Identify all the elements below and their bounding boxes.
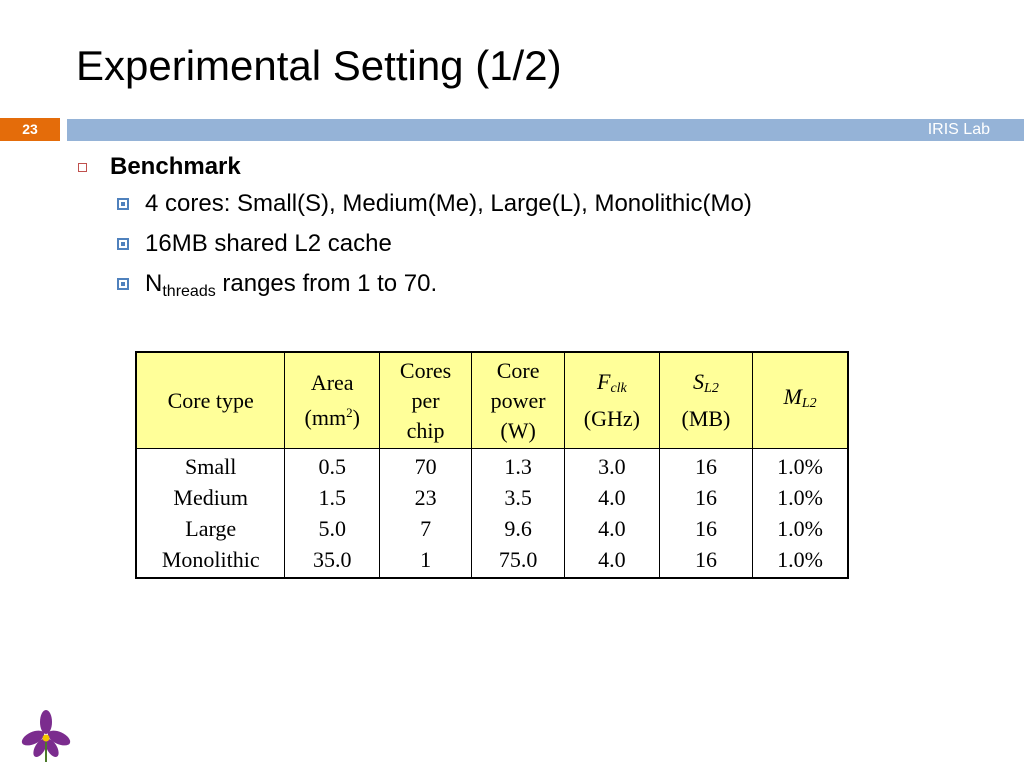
bullet-item (72, 224, 972, 264)
header-core-type: Core type (136, 352, 285, 449)
cell-core-type: Monolithic (136, 544, 285, 578)
cell-area: 1.5 (285, 482, 380, 513)
bullet-item (72, 264, 972, 304)
cell-cores: 7 (379, 513, 471, 544)
cell-cores: 1 (379, 544, 471, 578)
header-cores-per-chip: Cores per chip (379, 352, 471, 449)
bullet-item-subscript: threads (162, 283, 216, 300)
cell-core-type: Small (136, 449, 285, 483)
cell-power: 9.6 (472, 513, 565, 544)
page-number-badge: 23 (0, 118, 60, 141)
bullet-item-suffix: ranges from 1 to 70. (215, 270, 438, 297)
cell-fclk: 4.0 (565, 482, 660, 513)
cell-ml2: 1.0% (753, 449, 848, 483)
table-header-row (136, 352, 848, 449)
cell-core-type: Medium (136, 482, 285, 513)
cell-fclk: 4.0 (565, 544, 660, 578)
cell-fclk: 4.0 (565, 513, 660, 544)
lab-name: IRIS Lab (927, 121, 990, 138)
cell-sl2: 16 (659, 482, 752, 513)
cell-ml2: 1.0% (753, 513, 848, 544)
table-row (136, 482, 848, 513)
cell-power: 1.3 (472, 449, 565, 483)
header-sl2: SL2 (MB) (659, 352, 752, 449)
bullet-item (72, 184, 972, 224)
cell-ml2: 1.0% (753, 482, 848, 513)
hollow-square-bullet-icon (78, 163, 87, 172)
bullet-item-text: 16MB shared L2 cache (145, 230, 392, 257)
header-ml2: ML2 (753, 352, 848, 449)
core-spec-table (135, 351, 849, 579)
lab-banner-bar (67, 119, 1024, 141)
cell-power: 75.0 (472, 544, 565, 578)
header-area: Area $(mm^2)$ (285, 352, 380, 449)
table-row (136, 449, 848, 483)
square-bullet-icon (117, 238, 129, 250)
table-row (136, 513, 848, 544)
bullet-heading (72, 150, 972, 184)
cell-sl2: 16 (659, 449, 752, 483)
cell-fclk: 3.0 (565, 449, 660, 483)
cell-cores: 23 (379, 482, 471, 513)
bullet-item-text: 4 cores: Small(S), Medium(Me), Large(L), Monolithic(Mo) (145, 190, 752, 217)
bullet-list (72, 150, 972, 304)
cell-area: 0.5 (285, 449, 380, 483)
square-bullet-icon (117, 278, 129, 290)
cell-power: 3.5 (472, 482, 565, 513)
header-fclk: Fclk (GHz) (565, 352, 660, 449)
table-row (136, 544, 848, 578)
square-bullet-icon (117, 198, 129, 210)
cell-sl2: 16 (659, 544, 752, 578)
cell-cores: 70 (379, 449, 471, 483)
bullet-item-prefix: N (145, 270, 163, 297)
cell-sl2: 16 (659, 513, 752, 544)
cell-area: 35.0 (285, 544, 380, 578)
cell-area: 5.0 (285, 513, 380, 544)
cell-core-type: Large (136, 513, 285, 544)
header-core-power: Core power (W) (472, 352, 565, 449)
iris-flower-logo-icon (18, 708, 74, 764)
slide-title: Experimental Setting (1/2) (76, 42, 562, 89)
bullet-heading-text: Benchmark (110, 153, 241, 180)
cell-ml2: 1.0% (753, 544, 848, 578)
